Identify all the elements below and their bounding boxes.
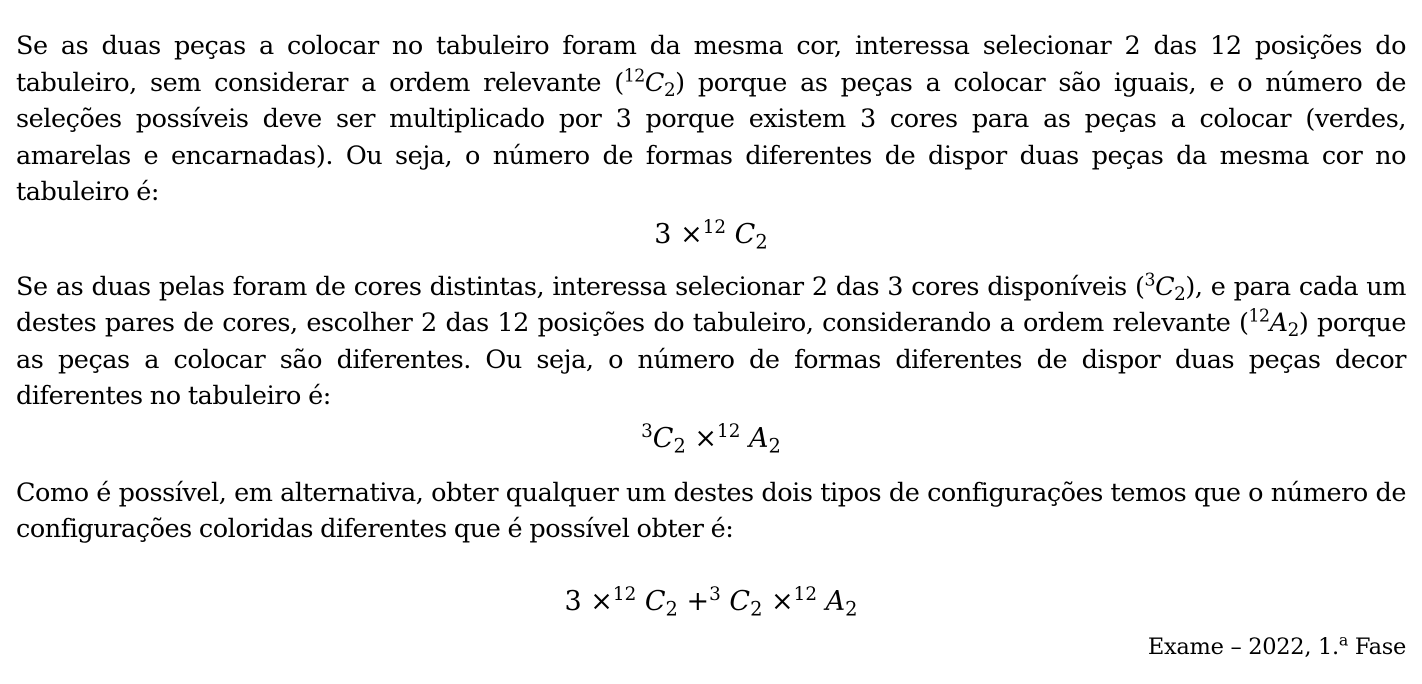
arrangement-subscript: 2 [845, 596, 858, 620]
times-operator: × [680, 218, 703, 250]
combination-superscript: 12 [623, 65, 645, 86]
combination-superscript: 3 [641, 420, 653, 442]
paragraph-conclusion [16, 475, 1406, 548]
paragraph-same-color [16, 28, 1406, 211]
combination-symbol: C [1155, 271, 1175, 302]
arrangement-symbol: A [825, 585, 846, 617]
combination-symbol: C [644, 67, 664, 98]
equation-distinct-colors [16, 419, 1406, 459]
paragraph-conclusion-text: Como é possível, em alternativa, obter qualquer um destes dois tipos de configurações temos que o número de configurações coloridas diferentes que é possível obter é: [16, 477, 1406, 544]
times-operator: × [771, 585, 794, 617]
arrangement-symbol: A [1269, 308, 1288, 338]
arrangement-symbol: A [749, 422, 769, 454]
paragraph-same-color-text-start: Se as duas peças a colocar no tabuleiro foram da mesma cor, interessa selecionar 2 das 12 posições do tabuleiro, sem considerar a ordem relevante ( [16, 31, 1406, 98]
paragraph-distinct-colors [16, 269, 1406, 415]
paragraph-distinct-text-middle: ), e para cada um destes pares de cores, escolher 2 das 12 posições do tabuleiro, considerando a ordem relevante ( [16, 271, 1406, 338]
arrangement-superscript: 12 [717, 420, 741, 442]
combination-superscript: 3 [709, 583, 721, 605]
times-operator: × [694, 422, 718, 454]
exam-source-text: Exame – 2022, 1. [1147, 634, 1339, 660]
paragraph-distinct-text-end: ) porque as peças a colocar são diferentes. Ou seja, o número de formas diferentes de dispor duas peças decor diferentes no tabuleiro é: [16, 308, 1406, 411]
arrangement-subscript: 2 [768, 433, 781, 457]
combination-subscript: 2 [663, 79, 676, 101]
equation-superscript: 12 [702, 216, 727, 238]
exam-source-ordinal: a [1338, 630, 1348, 650]
paragraph-distinct-text-start: Se as duas pelas foram de cores distintas, interessa selecionar 2 das 3 cores disponíveis ( [16, 271, 1145, 302]
combination-symbol: C [734, 218, 756, 250]
arrangement-superscript: 12 [1248, 306, 1270, 327]
equation-subscript: 2 [665, 596, 678, 620]
equation-total [16, 582, 1406, 622]
exam-source-phase: Fase [1347, 634, 1406, 660]
combination-superscript: 3 [1144, 269, 1156, 290]
times-operator: × [590, 585, 613, 617]
equation-coefficient: 3 [564, 585, 582, 617]
combination-symbol: C [729, 585, 751, 617]
exam-source [1147, 630, 1406, 660]
paragraph-same-color-text-end: ) porque as peças a colocar são iguais, e o número de seleções possíveis deve ser multiplicado por 3 porque existem 3 cores para as peças a colocar (verdes, amarelas e encarnadas). Ou seja, o número de formas diferentes de dispor duas peças da mesma cor no tabuleiro é: [16, 67, 1406, 207]
solution-content [16, 28, 1406, 622]
combination-symbol: C [644, 585, 666, 617]
equation-same-color [16, 215, 1406, 255]
equation-subscript: 2 [755, 229, 768, 253]
combination-subscript: 2 [673, 433, 686, 457]
plus-operator: + [686, 585, 710, 617]
equation-coefficient: 3 [654, 218, 672, 250]
arrangement-subscript: 2 [1287, 320, 1299, 342]
combination-symbol: C [652, 422, 674, 454]
combination-subscript: 2 [1174, 283, 1186, 305]
combination-subscript: 2 [750, 596, 763, 620]
arrangement-superscript: 12 [793, 583, 818, 605]
equation-superscript: 12 [612, 583, 637, 605]
